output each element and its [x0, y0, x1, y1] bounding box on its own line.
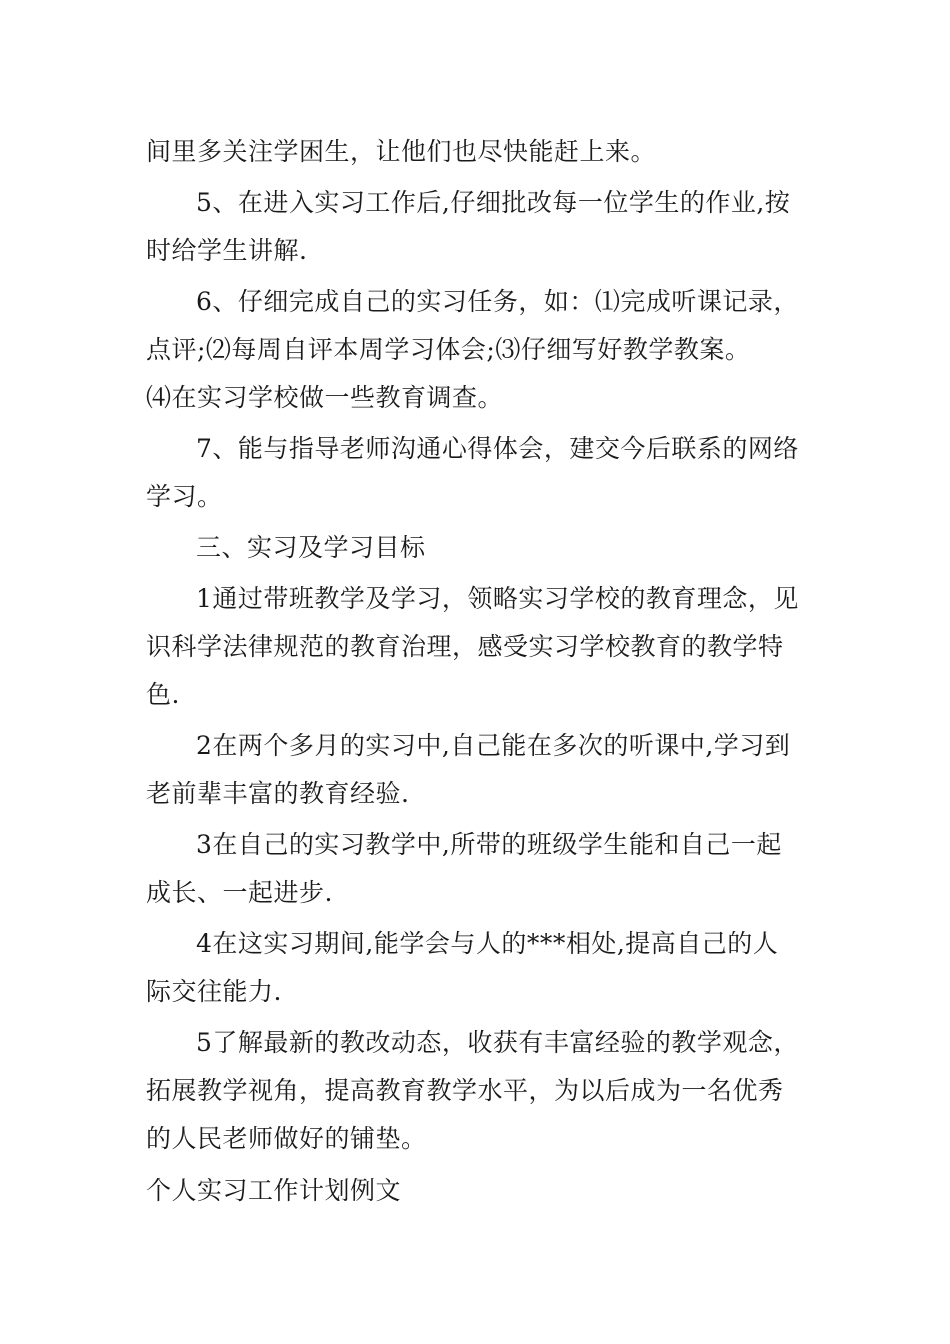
text-line: 三、实习及学习目标	[196, 533, 426, 562]
text-line: ⑷在实习学校做一些教育调查。	[146, 383, 504, 412]
text-line: 1通过带班教学及学习，领略实习学校的教育理念，见	[196, 584, 799, 613]
text-line: 的人民老师做好的铺垫。	[146, 1124, 427, 1153]
text-line: 5了解最新的教改动态，收获有丰富经验的教学观念，	[196, 1028, 799, 1057]
text-line: 识科学法律规范的教育治理，感受实习学校教育的教学特	[146, 632, 784, 661]
text-line: 6、仔细完成自己的实习任务，如：⑴完成听课记录，	[196, 287, 799, 316]
text-line: 5、在进入实习工作后,仔细批改每一位学生的作业,按	[196, 188, 791, 217]
text-line: 时给学生讲解.	[146, 236, 308, 265]
text-line: 色.	[146, 680, 180, 709]
text-line: 间里多关注学困生，让他们也尽快能赶上来。	[146, 137, 657, 166]
text-line: 3在自己的实习教学中,所带的班级学生能和自己一起	[196, 830, 782, 859]
section-heading: 个人实习工作计划例文	[146, 1176, 402, 1205]
document-body	[146, 128, 816, 1163]
text-line: 成长、一起进步.	[146, 878, 333, 907]
text-line: 7、能与指导老师沟通心得体会，建交今后联系的网络	[196, 434, 799, 463]
text-line: 拓展教学视角，提高教育教学水平，为以后成为一名优秀	[146, 1076, 784, 1105]
text-line: 点评;⑵每周自评本周学习体会;⑶仔细写好教学教案。	[146, 335, 751, 364]
text-line: 4在这实习期间,能学会与人的***相处,提高自己的人	[196, 929, 779, 958]
text-line: 2在两个多月的实习中,自己能在多次的听课中,学习到	[196, 731, 791, 760]
text-line: 际交往能力.	[146, 977, 282, 1006]
text-line: 老前辈丰富的教育经验.	[146, 779, 410, 808]
text-line: 学习。	[146, 482, 223, 511]
